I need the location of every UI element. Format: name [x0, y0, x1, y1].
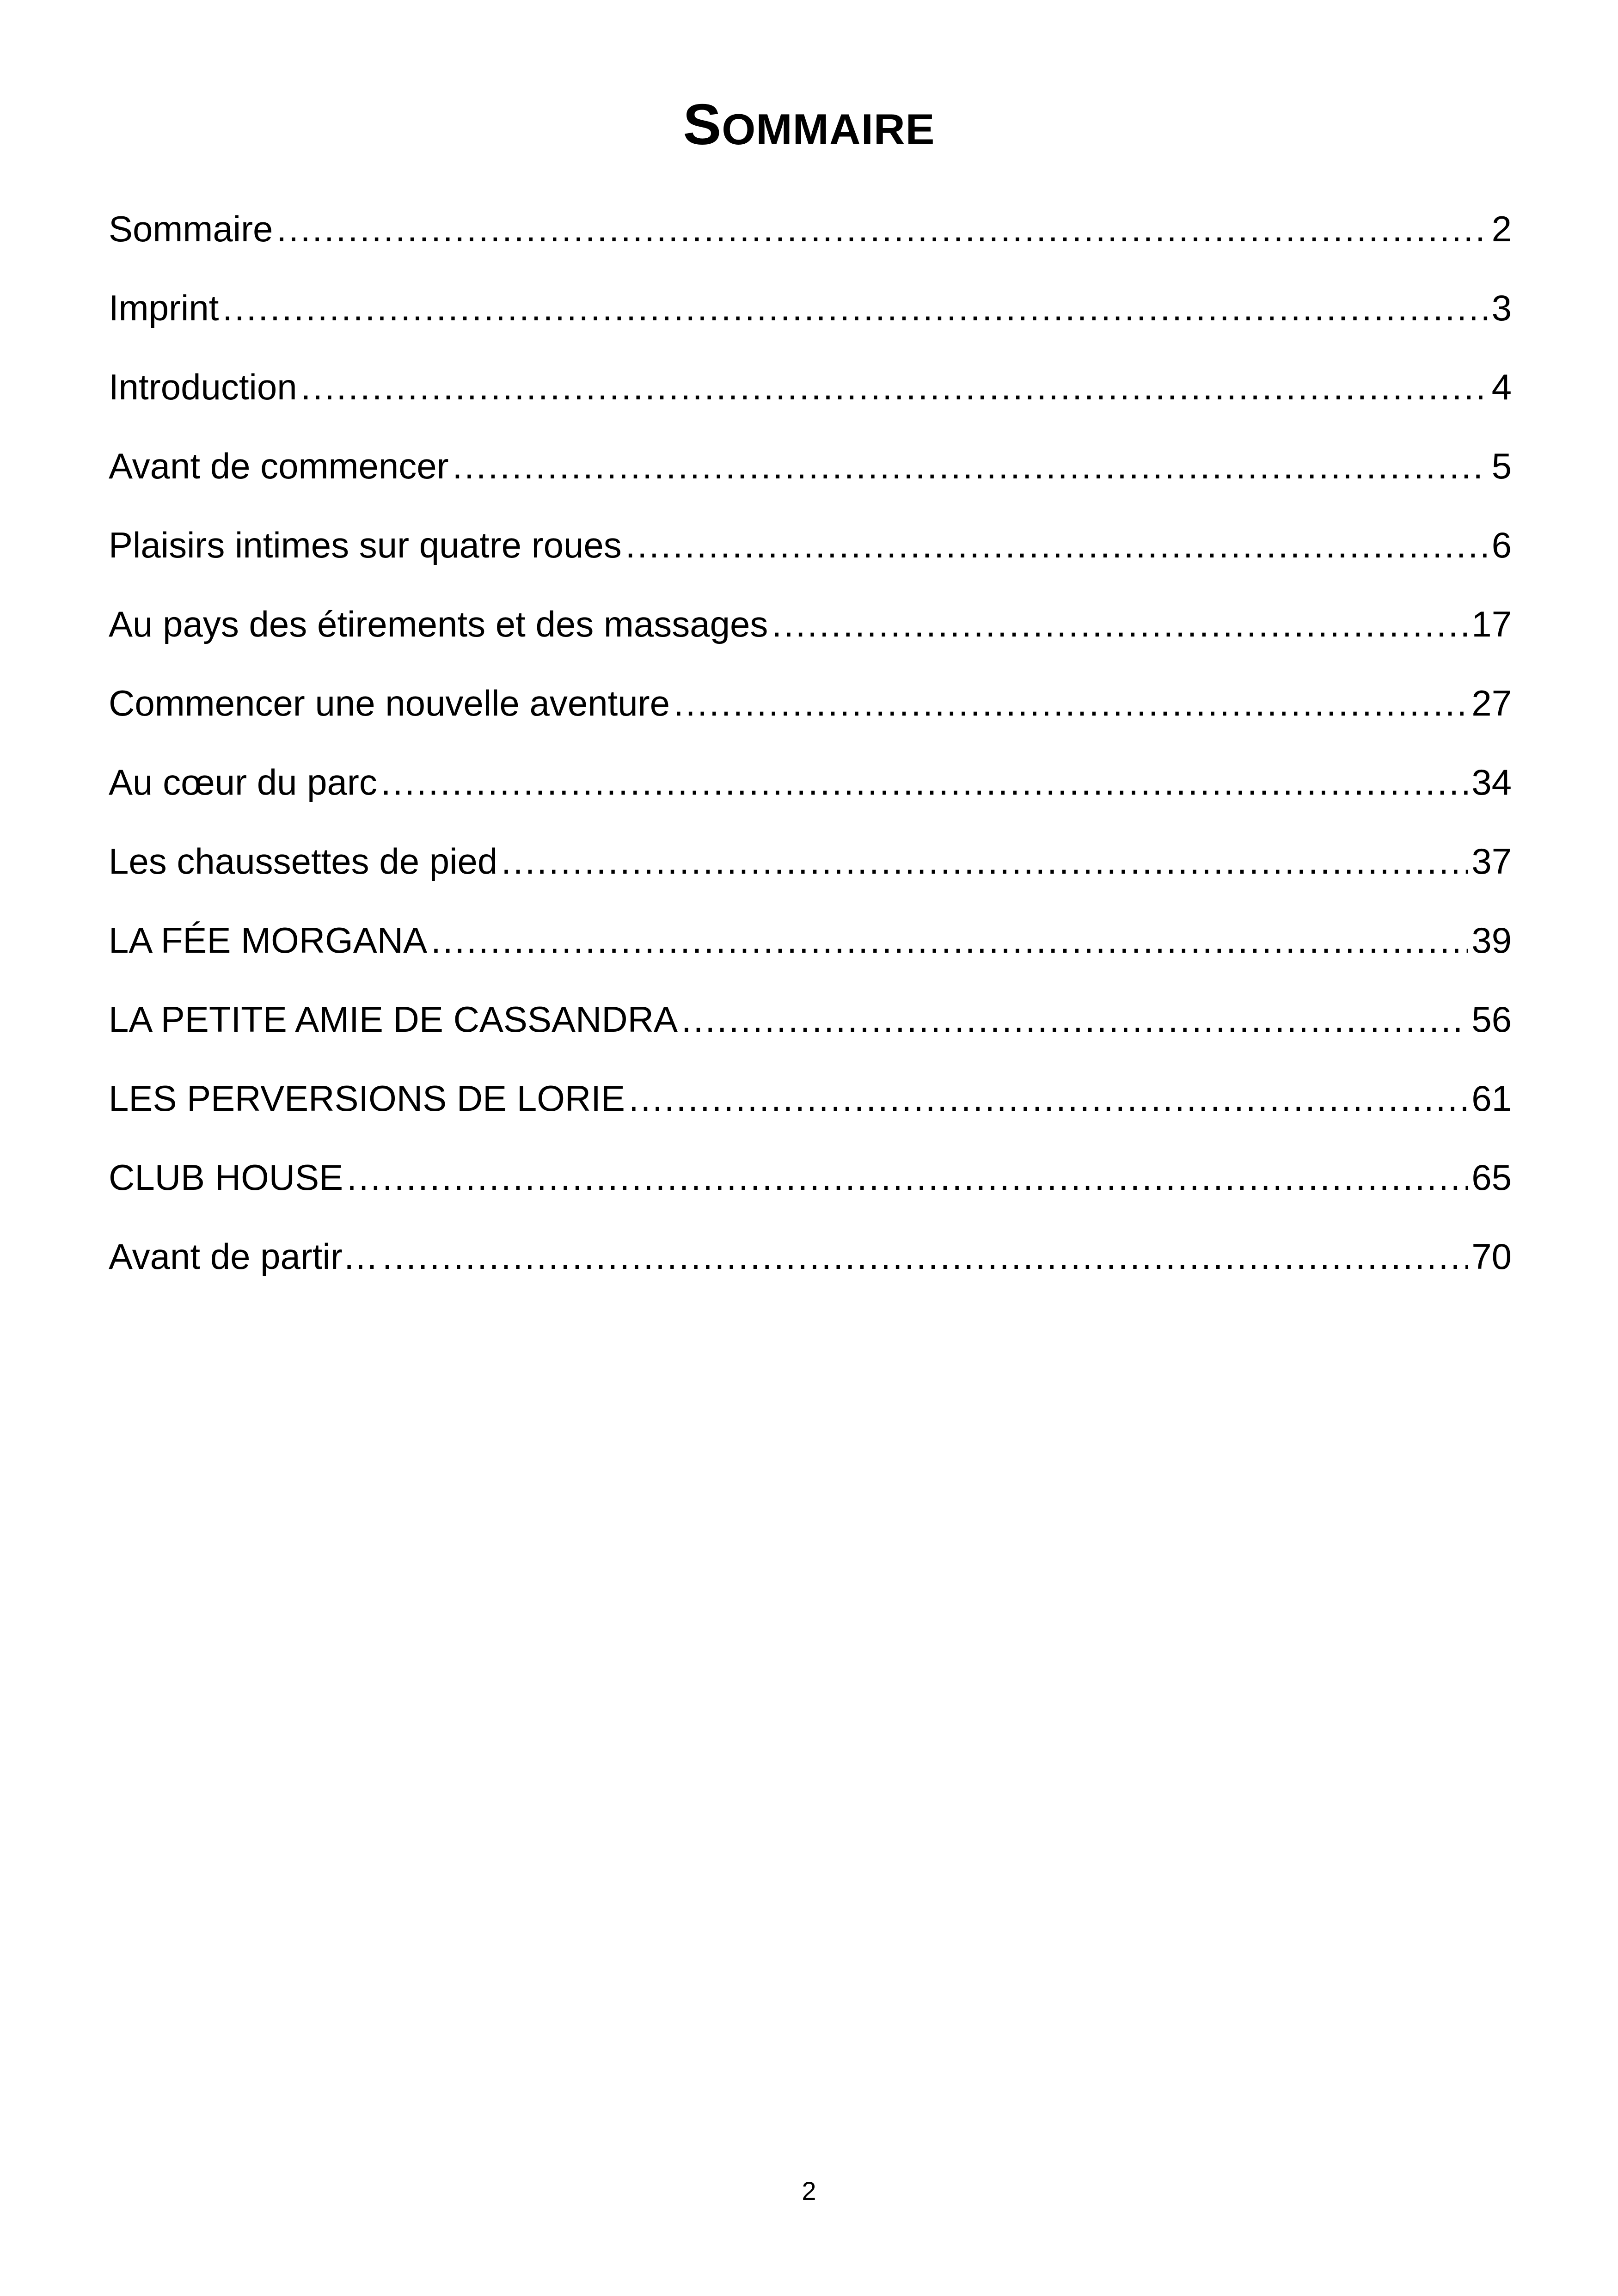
- toc-entry-label: Commencer une nouvelle aventure: [109, 683, 670, 723]
- dot-leader: [772, 585, 1468, 664]
- toc-entry[interactable]: [109, 822, 1512, 901]
- page-title: [0, 88, 1618, 166]
- toc-entry-page: 56: [1471, 999, 1512, 1040]
- toc-entry[interactable]: [109, 980, 1512, 1059]
- toc-entry[interactable]: [109, 1217, 1512, 1296]
- toc-entry[interactable]: [109, 1059, 1512, 1138]
- toc-entry[interactable]: [109, 901, 1512, 980]
- dot-leader: [674, 664, 1468, 743]
- page-number: 2: [802, 2176, 816, 2205]
- toc-entry[interactable]: [109, 1138, 1512, 1217]
- toc-entry-page: 34: [1471, 762, 1512, 802]
- toc-entry[interactable]: [109, 506, 1512, 585]
- toc-entry-page: 70: [1471, 1236, 1512, 1277]
- dot-leader: [382, 1217, 1468, 1296]
- toc-entry-label: Au pays des étirements et des massages: [109, 604, 768, 644]
- toc-entry-label: Introduction: [109, 367, 297, 407]
- toc-entry-label: Plaisirs intimes sur quatre roues: [109, 525, 622, 565]
- toc-entry-label: LES PERVERSIONS DE LORIE: [109, 1078, 625, 1119]
- toc-entry-label: Les chaussettes de pied: [109, 841, 498, 882]
- toc-entry[interactable]: [109, 190, 1512, 269]
- toc-entry[interactable]: [109, 664, 1512, 743]
- toc-entry-label: CLUB HOUSE: [109, 1157, 343, 1198]
- toc-entry[interactable]: [109, 269, 1512, 348]
- toc-entry-label: Avant de commencer: [109, 446, 449, 486]
- toc-entry[interactable]: [109, 427, 1512, 506]
- toc-entry-label: LA PETITE AMIE DE CASSANDRA: [109, 999, 678, 1040]
- toc-entry[interactable]: [109, 348, 1512, 427]
- dot-leader: [501, 822, 1468, 901]
- toc-entry-page: 2: [1491, 208, 1512, 249]
- toc-entry-label: Sommaire: [109, 208, 273, 249]
- toc-entry-page: 3: [1491, 288, 1512, 328]
- dot-leader: [625, 506, 1488, 585]
- dot-leader: [629, 1059, 1468, 1138]
- title-rest: OMMAIRE: [722, 105, 935, 153]
- toc-entry-page: 4: [1491, 367, 1512, 407]
- dot-leader: [381, 743, 1468, 822]
- toc-entry-page: 39: [1471, 920, 1512, 961]
- dot-leader: [301, 348, 1488, 427]
- title-first-letter: S: [683, 93, 722, 157]
- dot-leader: [347, 1138, 1468, 1217]
- toc-entry-page: 5: [1491, 446, 1512, 486]
- dot-leader: [681, 980, 1468, 1059]
- toc-entry-label: Au cœur du parc: [109, 762, 377, 802]
- toc-entry-page: 65: [1471, 1157, 1512, 1198]
- dot-leader: [276, 190, 1488, 269]
- toc-entry-label: LA FÉE MORGANA: [109, 920, 428, 961]
- toc-entry-page: 17: [1471, 604, 1512, 644]
- toc-entry-label: Imprint: [109, 288, 219, 328]
- toc-entry-page: 6: [1491, 525, 1512, 565]
- dot-leader: [453, 427, 1488, 506]
- toc-entry-page: 37: [1471, 841, 1512, 882]
- dot-leader: [431, 901, 1468, 980]
- toc-entry[interactable]: [109, 743, 1512, 822]
- toc-entry-page: 61: [1471, 1078, 1512, 1119]
- toc-entry-label: Avant de partir…: [109, 1236, 379, 1277]
- dot-leader: [222, 269, 1488, 348]
- toc-entry-page: 27: [1471, 683, 1512, 723]
- toc-entry[interactable]: [109, 585, 1512, 664]
- table-of-contents: [109, 190, 1512, 1296]
